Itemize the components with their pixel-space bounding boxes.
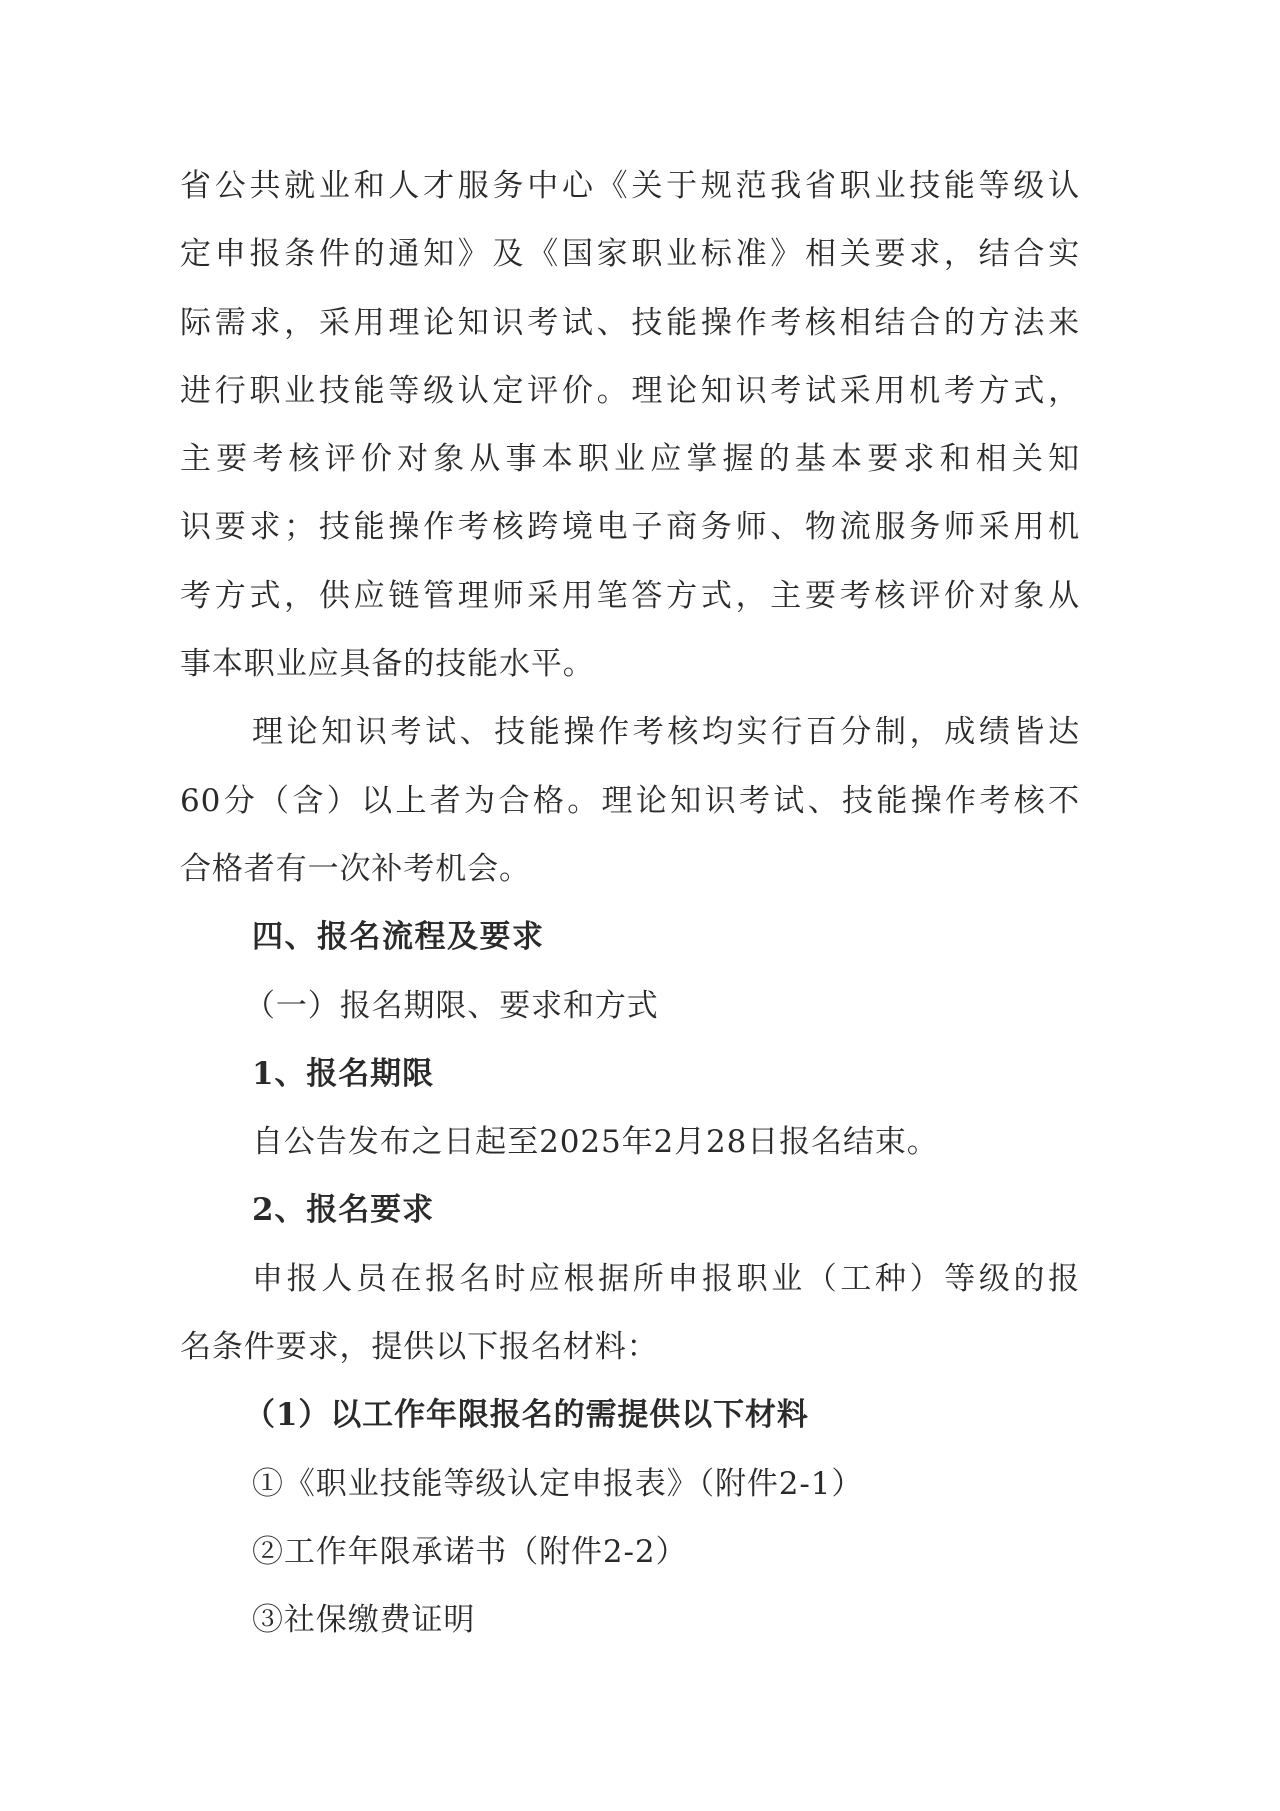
- section-heading: 四、报名流程及要求: [252, 919, 545, 956]
- body-line: 进行职业技能等级认定评价。理论知识考试采用机考方式，: [180, 372, 1080, 409]
- body-line: 60分（含）以上者为合格。理论知识考试、技能操作考核不: [180, 782, 1080, 819]
- material-item: ①《职业技能等级认定申报表》（附件2-1）: [252, 1465, 864, 1502]
- body-line: 主要考核评价对象从事本职业应掌握的基本要求和相关知: [180, 441, 1080, 478]
- body-line: 理论知识考试、技能操作考核均实行百分制，成绩皆达: [252, 714, 1080, 751]
- body-line: 考方式，供应链管理师采用笔答方式，主要考核评价对象从: [180, 577, 1080, 614]
- subsection-heading: （一）报名期限、要求和方式: [244, 987, 659, 1024]
- material-item: ③社保缴费证明: [252, 1602, 476, 1639]
- document-page: [180, 152, 1080, 1655]
- body-line: 事本职业应具备的技能水平。: [180, 646, 595, 683]
- item-heading: 1、报名期限: [252, 1055, 434, 1092]
- material-item: ②工作年限承诺书（附件2-2）: [252, 1533, 688, 1570]
- item-heading: 2、报名要求: [252, 1192, 434, 1229]
- body-line: 定申报条件的通知》及《国家职业标准》相关要求，结合实: [180, 236, 1080, 273]
- body-line: 识要求；技能操作考核跨境电子商务师、物流服务师采用机: [180, 509, 1080, 546]
- body-line: 际需求，采用理论知识考试、技能操作考核相结合的方法来: [180, 304, 1080, 341]
- body-line: 自公告发布之日起至2025年2月28日报名结束。: [252, 1124, 939, 1161]
- sub-item-heading: （1）以工作年限报名的需提供以下材料: [244, 1397, 809, 1434]
- body-line: 申报人员在报名时应根据所申报职业（工种）等级的报: [252, 1260, 1080, 1297]
- body-line: 名条件要求，提供以下报名材料：: [180, 1329, 659, 1366]
- body-line: 合格者有一次补考机会。: [180, 850, 531, 887]
- body-line: 省公共就业和人才服务中心《关于规范我省职业技能等级认: [180, 168, 1080, 204]
